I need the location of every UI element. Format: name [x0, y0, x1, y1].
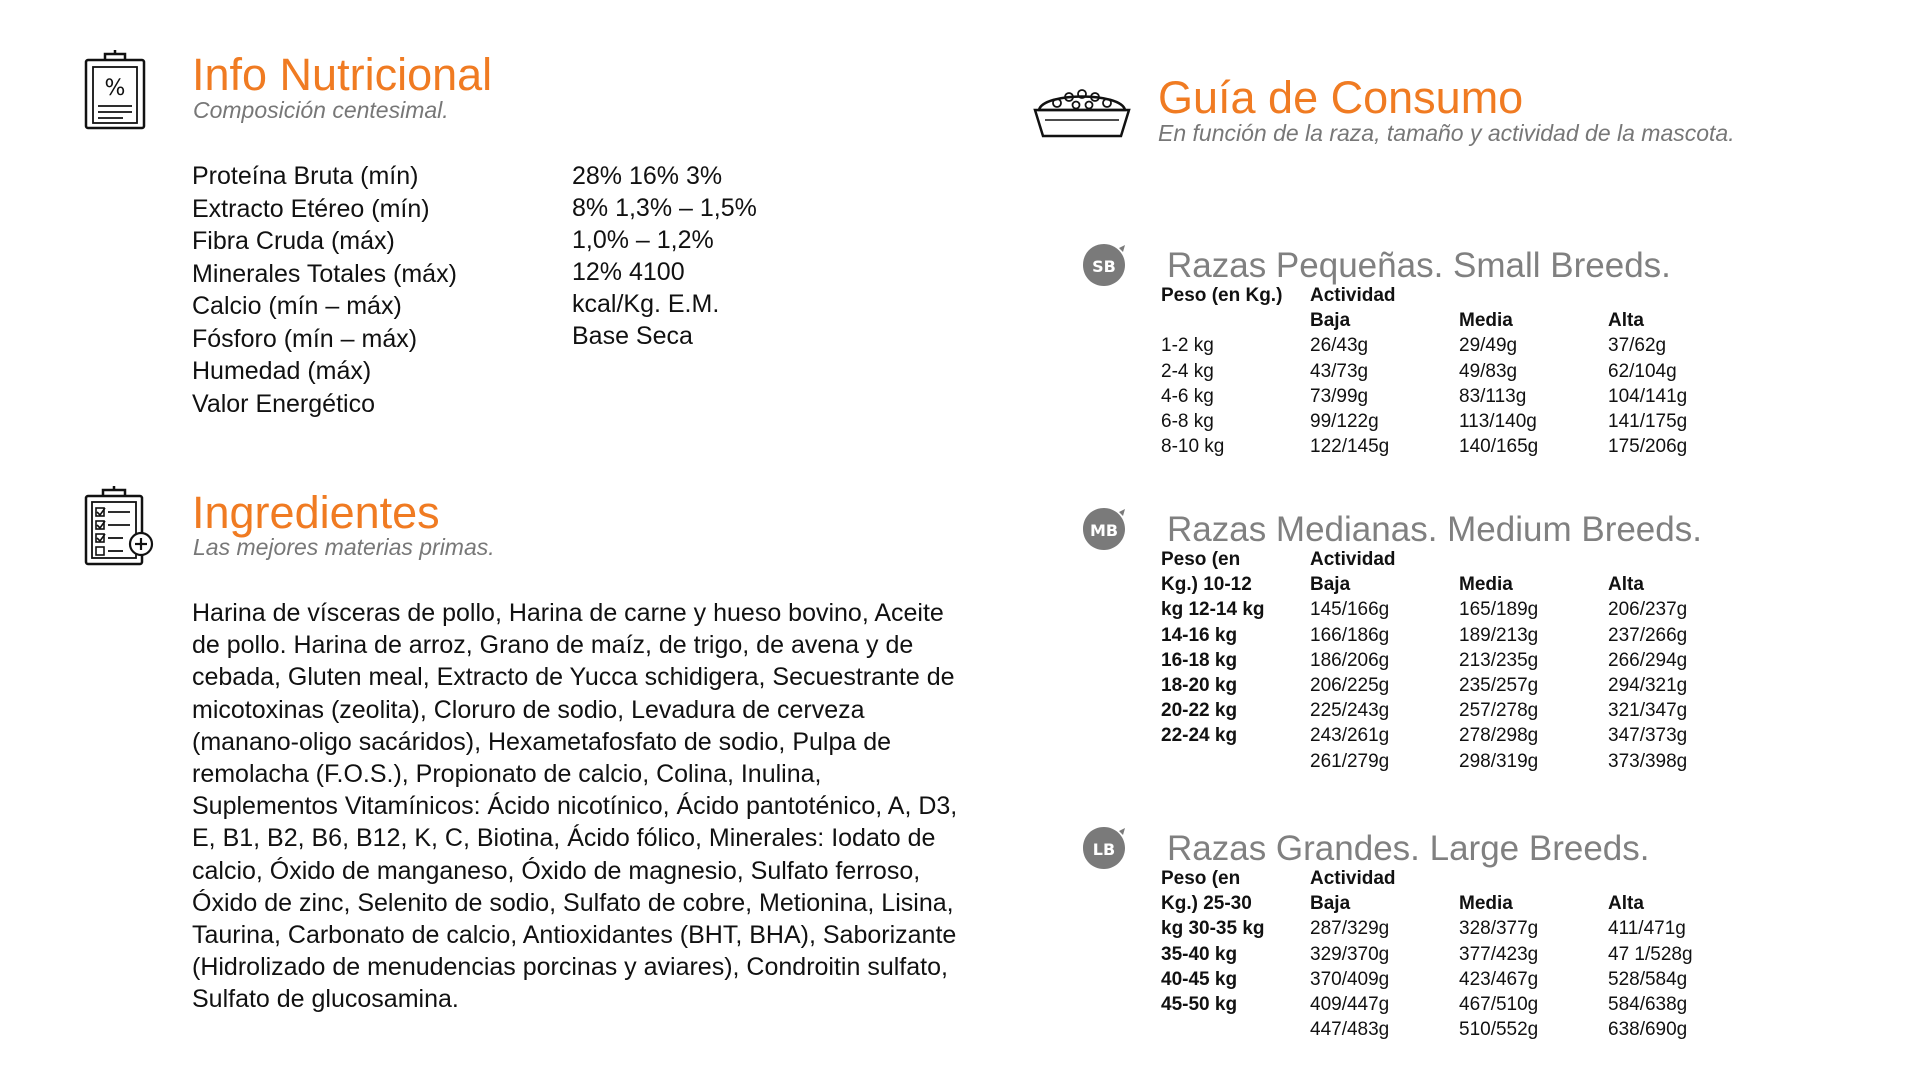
high-cell: 638/690g: [1608, 1019, 1688, 1041]
weight-cell: 6-8 kg: [1161, 411, 1214, 433]
low-cell: 43/73g: [1310, 360, 1369, 382]
mid-cell: 165/189g: [1459, 599, 1539, 621]
low-cell: 261/279g: [1310, 750, 1390, 772]
col-low-header: Baja: [1310, 574, 1351, 596]
high-cell: 528/584g: [1608, 968, 1688, 990]
svg-text:%: %: [104, 76, 126, 101]
col-mid-header: Media: [1459, 893, 1513, 915]
activity-header: Actividad: [1310, 868, 1396, 889]
small-breed-badge-label: SB: [1092, 257, 1116, 276]
small-breed-table: [1161, 283, 1757, 459]
high-cell: 37/62g: [1608, 335, 1667, 357]
nutrition-label: Fósforo (mín – máx): [192, 324, 418, 353]
weight-cell: 2-4 kg: [1161, 360, 1214, 382]
high-cell: 237/266g: [1608, 624, 1688, 646]
mid-cell: 510/552g: [1459, 1019, 1539, 1041]
mid-cell: 49/83g: [1459, 360, 1518, 382]
mid-cell: 298/319g: [1459, 750, 1539, 772]
col-mid-header: Media: [1459, 574, 1513, 596]
mid-cell: 257/278g: [1459, 700, 1539, 722]
high-cell: 373/398g: [1608, 750, 1688, 772]
low-cell: 145/166g: [1310, 599, 1390, 621]
col-low-header: Baja: [1310, 893, 1351, 915]
mid-cell: 140/165g: [1459, 436, 1539, 458]
medium-breed-title: Razas Medianas. Medium Breeds.: [1167, 510, 1702, 549]
nutrition-label: Fibra Cruda (máx): [192, 227, 395, 255]
nutrition-labels: [192, 160, 522, 420]
clipboard-percent-icon: [83, 50, 147, 130]
guide-title: Guía de Consumo: [1158, 72, 1524, 123]
weight-cell: 8-10 kg: [1161, 436, 1225, 458]
activity-header: Actividad: [1310, 285, 1396, 306]
nutrition-values: 28% 16% 3% 8% 1,3% – 1,5% 1,0% – 1,2% 12% 4100 kcal/Kg. E.M. Base Seca: [572, 162, 757, 350]
activity-header: Actividad: [1310, 549, 1396, 570]
high-cell: 584/638g: [1608, 994, 1688, 1016]
weight-cell: 4-6 kg: [1161, 385, 1214, 407]
mid-cell: 328/377g: [1459, 918, 1539, 940]
nutrition-title: Info Nutricional: [192, 49, 493, 100]
nutrition-label: Minerales Totales (máx): [192, 259, 457, 288]
ingredients-text: Harina de vísceras de pollo, Harina de carne y hueso bovino, Aceite de pollo. Harina de arroz, Grano de maíz, de trigo, de avena y de cebada, Gluten meal, Extracto de Yucca schidigera, Secuestrante de micotoxinas (zeolita), Cloruro de sodio, Levadura de cerveza (manano-oligo sacáridos), Hexametafosfato de sodio, Pulpa de remolacha (F.O.S.), Propionato de calcio, Colina, Inulina, Suplementos Vitamínicos: Ácido nicotínico, Ácido pantoténico, A, D3, E, B1, B2, B6, B12, K, C, Biotina, Ácido fólico, Minerales: Iodato de calcio, Óxido de manganeso, Óxido de magnesio, Sulfato ferroso, Óxido de zinc, Selenito de sodio, Sulfato de cobre, Metionina, Lisina, Taurina, Carbonato de calcio, Antioxidantes (BHT, BHA), Saborizante (Hidrolizado de menudencias porcinas y aviares), Condroitin sulfato, Sulfato de glucosamina.: [192, 599, 958, 1014]
nutrition-label: Calcio (mín – máx): [192, 292, 402, 320]
weight-cell: 1-2 kg: [1161, 335, 1214, 357]
low-cell: 447/483g: [1310, 1019, 1390, 1041]
low-cell: 122/145g: [1310, 436, 1390, 458]
low-cell: 73/99g: [1310, 385, 1369, 407]
large-breed-table: [1161, 866, 1757, 1042]
mid-cell: 189/213g: [1459, 624, 1539, 646]
low-cell: 329/370g: [1310, 943, 1390, 965]
large-breed-badge-icon: [1081, 825, 1127, 871]
high-cell: 294/321g: [1608, 675, 1688, 697]
medium-breed-badge-label: MB: [1089, 521, 1119, 540]
mid-cell: 377/423g: [1459, 943, 1539, 965]
nutrition-label: Humedad (máx): [192, 357, 372, 385]
small-breed-badge-icon: [1081, 242, 1127, 288]
nutrition-label: Valor Energético: [192, 389, 375, 418]
weight-column: Peso (en Kg.) 25-30 kg 30-35 kg 35-40 kg 40-45 kg 45-50 kg: [1161, 868, 1265, 1016]
high-cell: 321/347g: [1608, 700, 1688, 722]
low-cell: 206/225g: [1310, 675, 1390, 697]
medium-breed-badge-icon: [1081, 506, 1127, 552]
high-cell: 104/141g: [1608, 385, 1688, 407]
high-cell: 411/471g: [1608, 918, 1686, 940]
low-cell: 243/261g: [1310, 725, 1390, 747]
mid-cell: 83/113g: [1459, 385, 1527, 407]
mid-cell: 278/298g: [1459, 725, 1539, 747]
low-cell: 186/206g: [1310, 649, 1390, 671]
clipboard-checklist-icon: [83, 486, 155, 568]
col-high-header: Alta: [1608, 893, 1644, 915]
ingredients-subtitle: Las mejores materias primas.: [193, 534, 495, 560]
mid-cell: 113/140g: [1459, 411, 1537, 433]
mid-cell: 235/257g: [1459, 675, 1539, 697]
nutrition-subtitle: Composición centesimal.: [193, 97, 449, 123]
col-mid-header: Media: [1459, 310, 1513, 332]
high-cell: 175/206g: [1608, 436, 1688, 458]
low-cell: 409/447g: [1310, 994, 1390, 1016]
food-bowl-icon: [1033, 80, 1131, 140]
medium-breed-table: [1161, 547, 1757, 774]
high-cell: 266/294g: [1608, 649, 1688, 671]
nutrition-label: Extracto Etéreo (mín): [192, 194, 430, 223]
mid-cell: 213/235g: [1459, 649, 1539, 671]
col-low-header: Baja: [1310, 310, 1351, 332]
low-cell: 99/122g: [1310, 411, 1379, 433]
large-breed-badge-label: LB: [1092, 840, 1116, 859]
high-cell: 206/237g: [1608, 599, 1688, 621]
low-cell: 225/243g: [1310, 700, 1390, 722]
high-cell: 347/373g: [1608, 725, 1688, 747]
mid-cell: 423/467g: [1459, 968, 1539, 990]
large-breed-title: Razas Grandes. Large Breeds.: [1167, 829, 1650, 868]
weight-column: Peso (en Kg.) 10-12 kg 12-14 kg 14-16 kg 16-18 kg 18-20 kg 20-22 kg 22-24 kg: [1161, 549, 1265, 747]
ingredients-title: Ingredientes: [192, 487, 440, 538]
low-cell: 166/186g: [1310, 624, 1390, 646]
mid-cell: 467/510g: [1459, 994, 1539, 1016]
high-cell: 47 1/528g: [1608, 943, 1693, 965]
weight-header: Peso (en Kg.): [1161, 285, 1283, 306]
mid-cell: 29/49g: [1459, 335, 1518, 357]
high-cell: 62/104g: [1608, 360, 1677, 382]
col-high-header: Alta: [1608, 574, 1644, 596]
col-high-header: Alta: [1608, 310, 1644, 332]
guide-subtitle: En función de la raza, tamaño y actividad de la mascota.: [1158, 120, 1735, 146]
low-cell: 287/329g: [1310, 918, 1390, 940]
low-cell: 370/409g: [1310, 968, 1390, 990]
high-cell: 141/175g: [1608, 411, 1688, 433]
nutrition-label: Proteína Bruta (mín): [192, 162, 419, 190]
low-cell: 26/43g: [1310, 335, 1369, 357]
small-breed-title: Razas Pequeñas. Small Breeds.: [1167, 246, 1671, 285]
